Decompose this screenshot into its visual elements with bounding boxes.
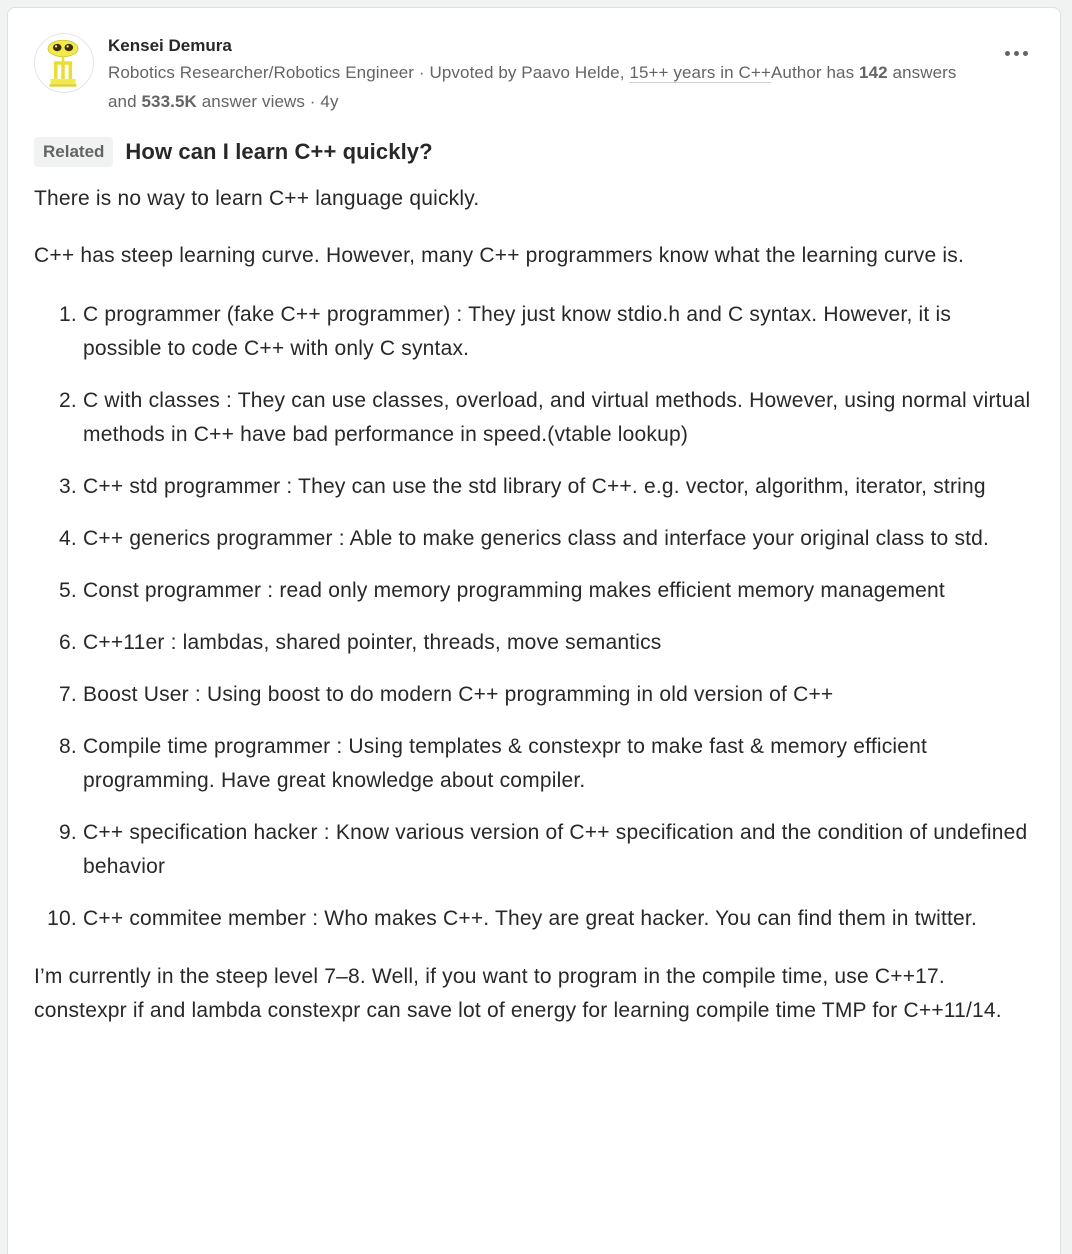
credential-text: answers and (108, 63, 957, 111)
ellipsis-icon (1005, 51, 1028, 56)
credential-text: Robotics Researcher/Robotics Engineer · Upvoted by Paavo Helde, (108, 63, 630, 82)
robot-avatar-icon (35, 79, 93, 93)
list-item: 1. C programmer (fake C++ programmer) : They just know stdio.h and C syntax. However, it is possible to code C++ with only C syntax. (83, 298, 1034, 366)
answer-paragraph: C++ has steep learning curve. However, many C++ programmers know what the learning curve is. (34, 244, 965, 267)
related-badge: Related (34, 137, 113, 167)
answer-body (34, 182, 1034, 1028)
answer-paragraph: There is no way to learn C++ language quickly. (34, 187, 480, 210)
avatar[interactable] (34, 33, 94, 93)
list-item: 6. C++11er : lambdas, shared pointer, threads, move semantics (83, 626, 1034, 660)
question-title[interactable]: How can I learn C++ quickly? (125, 139, 433, 164)
list-item: 7. Boost User : Using boost to do modern C++ programming in old version of C++ (83, 678, 1034, 712)
list-item: 9. C++ specification hacker : Know various version of C++ specification and the condition of undefined behavior (83, 816, 1034, 884)
answer-card (7, 7, 1061, 1254)
more-options-button[interactable] (999, 45, 1034, 62)
answer-header (34, 33, 1034, 116)
credential-text: Author has (770, 63, 860, 82)
list-item: 5. Const programmer : read only memory programming makes efficient memory management (83, 574, 1034, 608)
question-row (34, 137, 1034, 167)
list-item: 3. C++ std programmer : They can use the std library of C++. e.g. vector, algorithm, iterator, string (83, 470, 1034, 504)
list-item: 4. C++ generics programmer : Able to make generics class and interface your original class to std. (83, 522, 1034, 556)
credential-text: answer views · 4y (196, 92, 339, 111)
answer-paragraph: I’m currently in the steep level 7–8. Well, if you want to program in the compile time, use C++17. constexpr if and lambda constexpr can save lot of energy for learning compile time TMP for C++11/14. (34, 965, 1002, 1022)
author-name[interactable]: Kensei Demura (108, 36, 232, 55)
credential-link[interactable]: 15++ years in C++ (629, 63, 771, 82)
list-item: 2. C with classes : They can use classes, overload, and virtual methods. However, using normal virtual methods in C++ have bad performance in speed.(vtable lookup) (83, 384, 1034, 452)
author-info (108, 33, 987, 116)
answers-count: 142 (859, 63, 888, 82)
levels-list (34, 298, 1034, 936)
views-count: 533.5K (141, 92, 197, 111)
list-item: 8. Compile time programmer : Using templates & constexpr to make fast & memory efficient programming. Have great knowledge about compiler. (83, 730, 1034, 798)
list-item: 10. C++ commitee member : Who makes C++. They are great hacker. You can find them in twitter. (83, 902, 1034, 936)
author-credentials (108, 58, 987, 116)
